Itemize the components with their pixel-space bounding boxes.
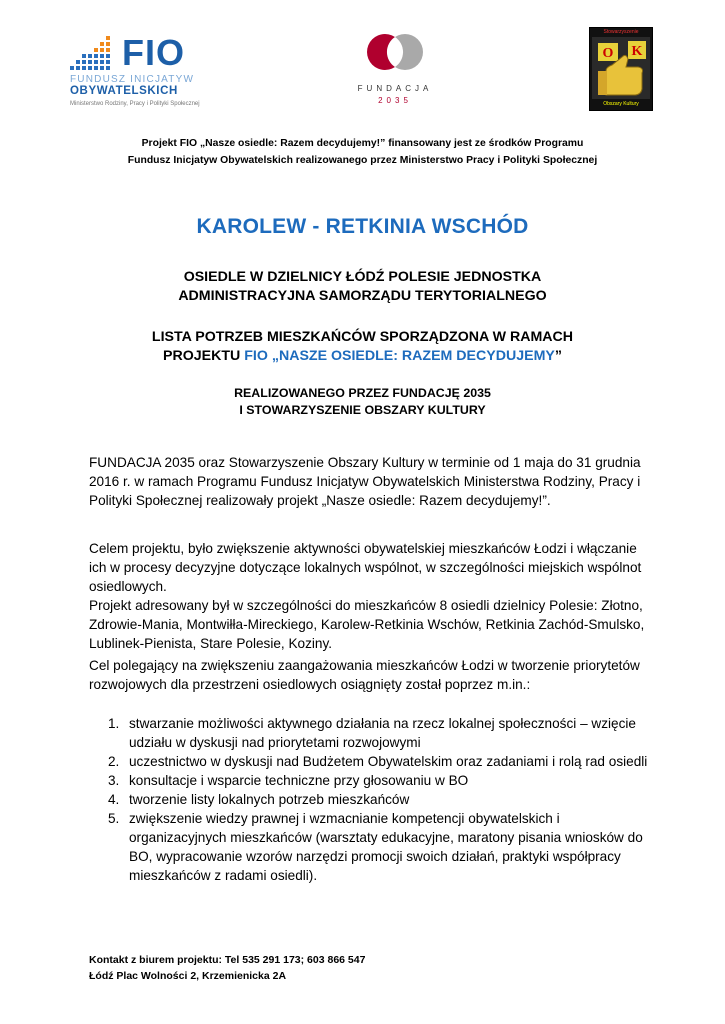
ok-logo-bottom-text: Obszary Kultury [603, 101, 639, 107]
list-heading-quote-close: ” [554, 348, 562, 364]
list-item [89, 752, 649, 771]
district-heading-line1: OSIEDLE W DZIELNICY ŁÓDŹ POLESIE JEDNOSTKA [183, 269, 542, 285]
district-heading [60, 268, 665, 306]
list-item-text: tworzenie listy lokalnych potrzeb mieszkańców [129, 792, 410, 807]
fio-logo-line1: FUNDUSZ INICJATYW [70, 74, 195, 85]
thumbs-up-icon [592, 37, 650, 99]
organizers-heading [60, 385, 665, 419]
list-item [89, 790, 649, 809]
fundacja-logo-year: 2035 [378, 96, 412, 105]
fio-logo-line3: Ministerstwo Rodziny, Pracy i Polityki Społecznej [70, 101, 200, 107]
fundacja-2035-logo [355, 30, 435, 110]
list-item-number: 3. [108, 773, 120, 788]
district-heading-line2: ADMINISTRACYJNA SAMORZĄDU TERYTORIALNEGO [178, 288, 547, 304]
list-item [89, 771, 649, 790]
paragraph-project-info: FUNDACJA 2035 oraz Stowarzyszenie Obszary Kultury w terminie od 1 maja do 31 grudnia 2016 r. w ramach Programu Fundusz Inicjatyw Obywatelskich Ministerstwa Rodziny, Pracy i Polityki Społecznej realizowały projekt „Nasze osiedle: Razem decydujemy!”. [89, 455, 641, 508]
list-item [89, 714, 649, 752]
funding-note-line2: Fundusz Inicjatyw Obywatelskich realizowanego przez Ministerstwo Pracy i Polityki Społecznej [127, 155, 598, 166]
fio-dots-icon [70, 34, 118, 74]
list-item-text: zwiększenie wiedzy prawnej i wzmacnianie kompetencji obywatelskich i organizacyjnych mieszkańców (warsztaty edukacyjne, maratony pisania wniosków do BO, wypracowanie wzorów narzędzi promocji swoich działań, praktyki współpracy mieszkańców z radami osiedli). [129, 811, 643, 883]
svg-text:K: K [631, 44, 643, 59]
contact-address: Łódź Plac Wolności 2, Krzemienicka 2A [89, 970, 287, 982]
contact-footer [89, 952, 649, 984]
list-item-number: 1. [108, 716, 120, 731]
page-title: KAROLEW - RETKINIA WSCHÓD [196, 215, 529, 238]
fundacja-logo-name: FUNDACJA [357, 84, 433, 93]
fio-logo-line2: OBYWATELSKICH [70, 85, 178, 97]
organizers-heading-line2: I STOWARZYSZENIE OBSZARY KULTURY [239, 403, 486, 417]
organizers-heading-line1: REALIZOWANEGO PRZEZ FUNDACJĘ 2035 [234, 386, 491, 400]
list-item-text: uczestnictwo w dyskusji nad Budżetem Obywatelskim oraz zadaniami i rolą rad osiedli [129, 754, 648, 769]
list-item-number: 5. [108, 811, 120, 826]
list-heading [60, 328, 665, 366]
list-heading-project-name: NASZE OSIEDLE: RAZEM DECYDUJEMY [278, 348, 555, 364]
obszary-kultury-logo [589, 27, 653, 111]
list-item-text: stwarzanie możliwości aktywnego działania na rzecz lokalnej społeczności – wzięcie udziału w dyskusji nad priorytetami rozwojowymi [129, 716, 636, 750]
fio-logo [70, 30, 205, 112]
list-heading-prefix: PROJEKTU [163, 348, 245, 364]
ok-logo-top-text: Stowarzyszenie [603, 29, 639, 35]
svg-text:O: O [602, 46, 614, 61]
list-heading-quote-open: „ [267, 348, 279, 364]
contact-phone: Kontakt z biurem projektu: Tel 535 291 173; 603 866 547 [89, 954, 366, 966]
list-heading-fio: FIO [244, 348, 268, 364]
list-item-text: konsultacje i wsparcie techniczne przy głosowaniu w BO [129, 773, 469, 788]
fio-logo-word: FIO [122, 32, 185, 73]
list-item-number: 4. [108, 792, 120, 807]
list-heading-line2 [60, 347, 665, 366]
list-item [89, 809, 649, 885]
funding-note [80, 135, 645, 169]
fundacja-circles-icon [355, 30, 435, 80]
list-heading-line1: LISTA POTRZEB MIESZKAŃCÓW SPORZĄDZONA W RAMACH [151, 329, 574, 345]
achievements-list [89, 714, 649, 885]
paragraph-project-audience: Projekt adresowany był w szczególności do mieszkańców 8 osiedli dzielnicy Polesie: Złotno, Zdrowie-Mania, Montwiłła-Mireckiego, Karolew-Retkinia Wschów, Retkinia Zachód-Smulsko, Lublinek-Pienista, Stare Polesie, Koziny. [89, 598, 645, 651]
paragraph-achievements-intro: Cel polegający na zwiększeniu zaangażowania mieszkańców Łodzi w tworzenie priorytetów rozwojowych dla przestrzeni osiedlowych osiągnięty został poprzez m.in.: [89, 658, 640, 692]
paragraph-project-goal: Celem projektu, było zwiększenie aktywności obywatelskiej mieszkańców Łodzi i włączanie ich w procesy decyzyjne dotyczące lokalnych wspólnot, w szczególności miejskich wspólnot osiedlowych. [89, 541, 642, 594]
funding-note-line1: Projekt FIO „Nasze osiedle: Razem decydujemy!” finansowany jest ze środków Programu [141, 138, 584, 149]
list-item-number: 2. [108, 754, 120, 769]
